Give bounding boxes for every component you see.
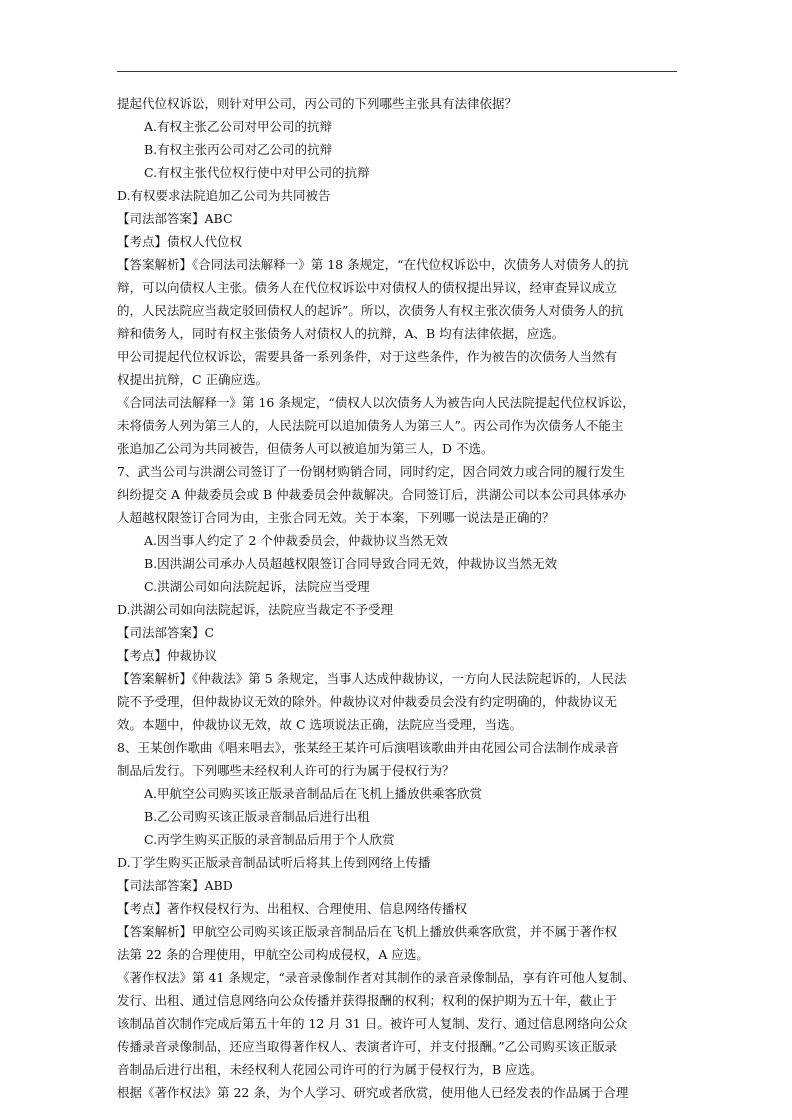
text-line: 发行、出租、通过信息网络向公众传播并获得报酬的权利；权利的保护期为五十年，截止于 (117, 993, 618, 1008)
option-line: B.乙公司购买该正版录音制品后进行出租 (144, 809, 370, 824)
text-line: 人超越权限签订合同为由，主张合同无效。关于本案，下列哪一说法是正确的？ (117, 510, 555, 525)
text-line: 纠纷提交 A 仲裁委员会或 B 仲裁委员会仲裁解决。合同签订后，洪湖公司以本公司具体承办 (117, 487, 627, 502)
text-line: D.丁学生购买正版录音制品试听后将其上传到网络上传播 (117, 855, 431, 870)
text-line: 8、王某创作歌曲《唱来唱去》，张某经王某许可后演唱该歌曲并由花园公司合法制作成录音 (117, 740, 619, 755)
option-line: A.有权主张乙公司对甲公司的抗辩 (144, 119, 333, 134)
text-line: 【司法部答案】ABD (117, 878, 233, 893)
text-line: 根据《著作权法》第 22 条，为个人学习、研究或者欣赏，使用他人已经发表的作品属于合理 (117, 1085, 629, 1100)
text-line: 【司法部答案】ABC (117, 211, 233, 226)
option-line: B.有权主张丙公司对乙公司的抗辩 (144, 142, 333, 157)
text-line: 音制品后进行出租，未经权利人花园公司许可的行为属于侵权行为，B 应选。 (117, 1062, 543, 1077)
text-line: 甲公司提起代位权诉讼，需要具备一系列条件，对于这些条件，作为被告的次债务人当然有 (117, 349, 618, 364)
text-line: 提起代位权诉讼，则针对甲公司，丙公司的下列哪些主张具有法律依据？ (117, 96, 518, 111)
text-line: 法第 22 条的合理使用，甲航空公司构成侵权，A 应选。 (117, 947, 429, 962)
text-line: 未将债务人列为第三人的，人民法院可以追加债务人为第三人”。丙公司作为次债务人不能主 (117, 418, 624, 433)
option-line: C.洪湖公司如向法院起诉，法院应当受理 (144, 579, 370, 594)
text-line: 权提出抗辩，C 正确应选。 (117, 372, 269, 387)
text-line: D.有权要求法院追加乙公司为共同被告 (117, 188, 331, 203)
option-line: C.丙学生购买正版的录音制品后用于个人欣赏 (144, 832, 395, 847)
text-line: 该制品首次制作完成后第五十年的 12 月 31 日。被许可人复制、发行、通过信息网络向公众 (117, 1016, 628, 1031)
text-line: 7、武当公司与洪湖公司签订了一份钢材购销合同，同时约定，因合同效力或合同的履行发生 (117, 464, 625, 479)
option-line: A.因当事人约定了 2 个仲裁委员会，仲裁协议当然无效 (144, 533, 448, 548)
text-line: 传播录音录像制品，还应当取得著作权人、表演者许可，并支付报酬。”乙公司购买该正版录 (117, 1039, 618, 1054)
text-line: 《合同法司法解释一》第 16 条规定，“债权人以次债务人为被告向人民法院提起代位权诉讼， (117, 395, 635, 410)
text-line: 《著作权法》第 41 条规定，“录音录像制作者对其制作的录音录像制品，享有许可他人复制、 (117, 970, 635, 985)
option-line: B.因洪湖公司承办人员超越权限签订合同导致合同无效，仲裁协议当然无效 (144, 556, 558, 571)
text-line: D.洪湖公司如向法院起诉，法院应当裁定不予受理 (117, 602, 394, 617)
text-line: 【答案解析】《仲裁法》第 5 条规定，当事人达成仲裁协议，一方向人民法院起诉的，人民法 (117, 671, 627, 686)
header-rule (117, 71, 677, 72)
text-line: 【考点】仲裁协议 (117, 648, 218, 663)
text-line: 院不予受理，但仲裁协议无效的除外。仲裁协议对仲裁委员会没有约定明确的，仲裁协议无 (117, 694, 618, 709)
text-line: 【考点】著作权侵权行为、出租权、合理使用、信息网络传播权 (117, 901, 468, 916)
text-line: 【考点】债权人代位权 (117, 234, 243, 249)
text-line: 制品后发行。下列哪些未经权利人许可的行为属于侵权行为？ (117, 763, 455, 778)
text-line: 辩和债务人，同时有权主张债务人对债权人的抗辩，A、B 均有法律依据，应选。 (117, 326, 565, 341)
option-line: A.甲航空公司购买该正版录音制品后在飞机上播放供乘客欣赏 (144, 786, 483, 801)
text-line: 张追加乙公司为共同被告，但债务人可以被追加为第三人，D 不选。 (117, 441, 494, 456)
text-line: 辩，可以向债权人主张。债务人在代位权诉讼中对债权人的债权提出异议，经审查异议成立 (117, 280, 618, 295)
text-line: 的，人民法院应当裁定驳回债权人的起诉”。所以，次债务人有权主张次债务人对债务人的抗 (117, 303, 624, 318)
option-line: C.有权主张代位权行使中对甲公司的抗辩 (144, 165, 370, 180)
text-line: 【司法部答案】C (117, 625, 215, 640)
text-line: 【答案解析】《合同法司法解释一》第 18 条规定，“在代位权诉讼中，次债务人对债务人的抗 (117, 257, 629, 272)
document-body (117, 92, 679, 1104)
text-line: 效。本题中，仲裁协议无效，故 C 选项说法正确，法院应当受理，当选。 (117, 717, 523, 732)
text-line: 【答案解析】甲航空公司购买该正版录音制品后在飞机上播放供乘客欣赏，并不属于著作权 (117, 924, 618, 939)
